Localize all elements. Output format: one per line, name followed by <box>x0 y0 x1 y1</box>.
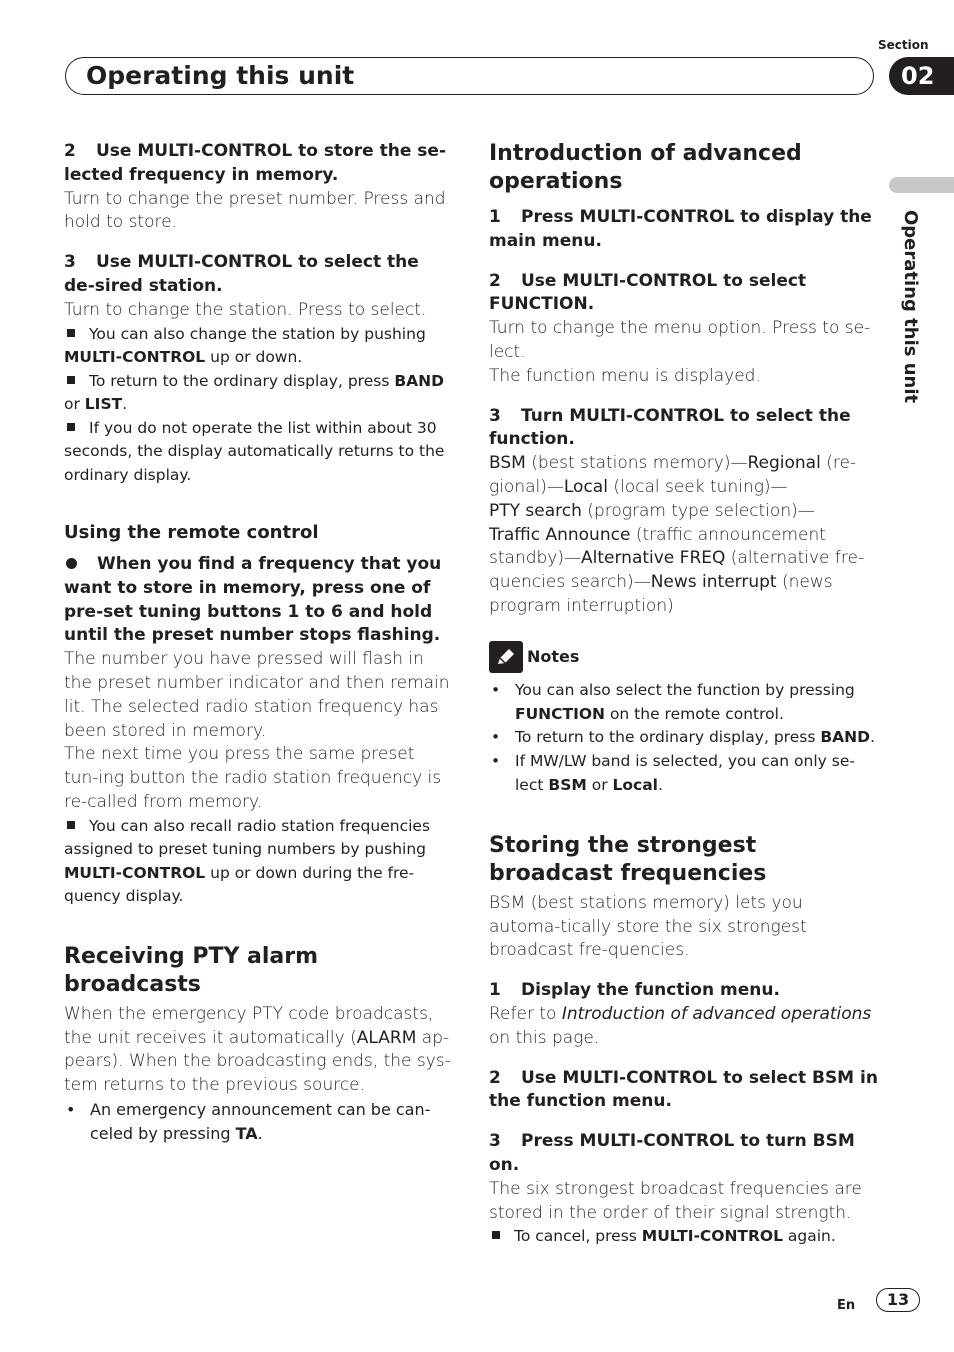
bsm-body: BSM (best stations memory) lets you automa-tically store the six strongest broadcast fre-quencies. <box>489 892 807 961</box>
bsm-step-3-body: The six strongest broadcast frequencies are stored in the order of their signal strength. <box>489 1178 862 1223</box>
step-3-heading: 3 Use MULTI-CONTROL to select the de-sired station. <box>64 252 419 296</box>
side-label: Operating this unit <box>900 210 921 404</box>
intro-step-3: 3 Turn MULTI-CONTROL to select the function. <box>489 405 851 450</box>
square-bullet-icon <box>67 423 75 431</box>
list-item: • If MW/LW band is selected, you can only se-lect BSM or Local. <box>491 752 855 794</box>
title-bar <box>65 57 874 95</box>
section-label: Section <box>878 38 929 52</box>
remote-heading: Using the remote control <box>64 522 319 544</box>
bsm-step-3: 3 Press MULTI-CONTROL to turn BSM on. <box>489 1131 855 1175</box>
step-3-note: To return to the ordinary display, press BAND or LIST. <box>64 371 444 414</box>
square-bullet-icon <box>67 376 75 384</box>
function-list: BSM (best stations memory)—Regional (re-gional)—Local (local seek tuning)— PTY search (program type selection)— Traffic Announce (traffic announcement standby)—Alternative FREQ (alternative fre-quencies search)—News interrupt (news program interruption) <box>489 453 865 616</box>
page-number: 13 <box>876 1288 920 1312</box>
bsm-step-1: 1 Display the function menu. <box>489 980 780 1001</box>
intro-step-2: 2 Use MULTI-CONTROL to select FUNCTION. <box>489 270 807 315</box>
pencil-icon <box>489 641 523 673</box>
right-column <box>489 140 879 1249</box>
notes-label: Notes <box>527 646 580 666</box>
page-title: Operating this unit <box>86 61 355 90</box>
pty-heading: Receiving PTY alarm broadcasts <box>64 943 319 997</box>
remote-body-1: The number you have pressed will flash in the preset number indicator and then remain lit. The selected radio station frequency has been stored in memory. <box>64 649 450 741</box>
bsm-note: To cancel, press MULTI-CONTROL again. <box>489 1225 879 1249</box>
step-2-heading: 2 Use MULTI-CONTROL to store the se-lected frequency in memory. <box>64 141 446 185</box>
square-bullet-icon <box>67 821 75 829</box>
step-2-body: Turn to change the preset number. Press and hold to store. <box>64 188 446 233</box>
footer-language: En <box>837 1298 856 1313</box>
square-bullet-icon <box>492 1231 500 1239</box>
intro-step-2-body-1: Turn to change the menu option. Press to se-lect. <box>489 318 871 362</box>
square-bullet-icon <box>67 329 75 337</box>
step-3-note: If you do not operate the list within about 30 seconds, the display automatically returns to the ordinary display. <box>64 418 445 484</box>
intro-step-2-body-2: The function menu is displayed. <box>489 365 761 386</box>
circle-bullet-icon <box>66 558 77 569</box>
pty-body: When the emergency PTY code broadcasts, the unit receives it automatically (ALARM ap-pears). When the broadcasting ends, the sys-tem returns to the previous source. <box>64 1003 451 1096</box>
section-number: 02 <box>889 57 954 95</box>
intro-heading: Introduction of advanced operations <box>489 141 802 194</box>
remote-body-2: The next time you press the same preset tun-ing button the radio station frequency is re-called from memory. <box>64 744 442 813</box>
notes-header <box>489 641 879 673</box>
remote-step: When you find a frequency that you want to store in memory, press one of pre-set tuning buttons 1 to 6 and hold until the preset number stops flashing. <box>64 554 442 646</box>
remote-note: You can also recall radio station frequencies assigned to preset tuning numbers by pushing MULTI-CONTROL up or down during the fre-quency display. <box>64 816 431 906</box>
notes-list <box>489 679 879 798</box>
side-tab <box>889 177 954 193</box>
step-3-note: You can also change the station by pushing MULTI-CONTROL up or down. <box>64 324 426 367</box>
pty-list <box>64 1098 452 1146</box>
step-3-body: Turn to change the station. Press to select. <box>64 299 427 320</box>
list-item: • An emergency announcement can be can-celed by pressing TA. <box>66 1100 431 1143</box>
bsm-step-2: 2 Use MULTI-CONTROL to select BSM in the function menu. <box>489 1067 878 1112</box>
list-item: • To return to the ordinary display, press BAND. <box>491 728 875 747</box>
bsm-heading: Storing the strongest broadcast frequencies <box>489 832 767 886</box>
bsm-step-1-body: Refer to Introduction of advanced operations on this page. <box>489 1003 872 1048</box>
intro-step-1: 1 Press MULTI-CONTROL to display the main menu. <box>489 207 872 251</box>
left-column <box>64 140 452 1146</box>
list-item: • You can also select the function by pressing FUNCTION on the remote control. <box>491 680 855 723</box>
